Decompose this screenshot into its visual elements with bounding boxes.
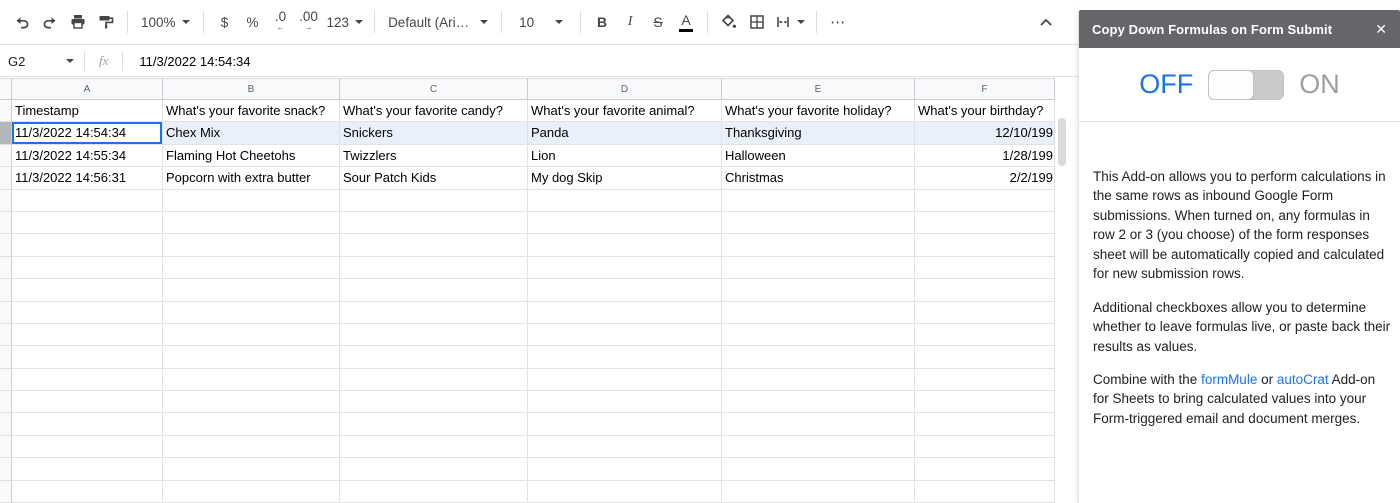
undo-icon[interactable] bbox=[8, 8, 36, 36]
cell[interactable] bbox=[528, 302, 722, 324]
cell[interactable] bbox=[915, 279, 1055, 301]
autocrat-link[interactable]: autoCrat bbox=[1276, 371, 1329, 387]
text-color-label: A bbox=[681, 11, 691, 28]
sheet-row bbox=[0, 369, 1055, 391]
cell[interactable] bbox=[722, 234, 915, 256]
cell[interactable]: Timestamp bbox=[12, 100, 163, 122]
paragraph-3-text: or bbox=[1257, 371, 1277, 387]
cell[interactable]: What's your favorite animal? bbox=[528, 100, 722, 122]
cell[interactable] bbox=[915, 413, 1055, 435]
active-cell[interactable]: 11/3/2022 14:54:34 bbox=[12, 122, 163, 144]
toolbar-divider bbox=[374, 11, 375, 33]
toggle-knob bbox=[1208, 70, 1254, 100]
cell[interactable]: Lion bbox=[528, 145, 722, 167]
cell[interactable] bbox=[163, 436, 340, 458]
cell[interactable] bbox=[722, 190, 915, 212]
column-header-row bbox=[0, 78, 1055, 100]
row-header[interactable] bbox=[0, 122, 12, 144]
cell[interactable] bbox=[915, 458, 1055, 480]
increase-decimal-label: .00 bbox=[299, 8, 318, 24]
cell[interactable] bbox=[340, 190, 528, 212]
cell[interactable]: Popcorn with extra butter bbox=[163, 167, 340, 189]
cell[interactable] bbox=[340, 279, 528, 301]
font-size-value: 10 bbox=[519, 14, 535, 30]
cell[interactable] bbox=[12, 302, 163, 324]
paint-format-icon[interactable] bbox=[92, 8, 120, 36]
increase-decimal-button[interactable] bbox=[295, 8, 323, 36]
cell[interactable]: Snickers bbox=[340, 122, 528, 144]
row-header-corner[interactable] bbox=[0, 78, 12, 100]
column-header-E[interactable]: E bbox=[722, 78, 915, 100]
spreadsheet-grid bbox=[0, 78, 1055, 503]
cell[interactable]: Panda bbox=[528, 122, 722, 144]
sheet-row bbox=[0, 212, 1055, 234]
strikethrough-button[interactable]: S bbox=[653, 14, 663, 30]
row-header[interactable] bbox=[0, 190, 12, 212]
formula-bar-divider bbox=[84, 51, 85, 71]
cell[interactable] bbox=[12, 234, 163, 256]
description-paragraph-3 bbox=[1093, 370, 1391, 428]
addon-sidebar-header bbox=[1079, 10, 1400, 48]
cell[interactable] bbox=[340, 458, 528, 480]
cell[interactable] bbox=[915, 436, 1055, 458]
cell[interactable] bbox=[528, 324, 722, 346]
cell[interactable]: What's your birthday? bbox=[915, 100, 1055, 122]
cell[interactable] bbox=[722, 413, 915, 435]
cell[interactable] bbox=[528, 458, 722, 480]
italic-button[interactable]: I bbox=[627, 14, 633, 29]
font-family-value: Default (Ari… bbox=[388, 14, 470, 30]
cell[interactable] bbox=[163, 481, 340, 503]
sheet-row bbox=[0, 324, 1055, 346]
cell[interactable] bbox=[915, 234, 1055, 256]
sheet-row bbox=[0, 391, 1055, 413]
paragraph-3-text: Add-on for Sheets to bring calculated values into your Form-triggered email and document merges. bbox=[1093, 371, 1376, 426]
zoom-select[interactable] bbox=[135, 8, 196, 36]
sheet-row bbox=[0, 190, 1055, 212]
cell[interactable]: What's your favorite snack? bbox=[163, 100, 340, 122]
on-label[interactable]: ON bbox=[1299, 69, 1340, 99]
column-header-D[interactable]: D bbox=[528, 78, 722, 100]
cell[interactable] bbox=[915, 369, 1055, 391]
cell[interactable] bbox=[12, 279, 163, 301]
formula-bar bbox=[0, 46, 1078, 77]
cell[interactable] bbox=[915, 190, 1055, 212]
row-header[interactable] bbox=[0, 100, 12, 122]
row-header[interactable] bbox=[0, 458, 12, 480]
currency-label: $ bbox=[220, 14, 229, 30]
cell[interactable] bbox=[163, 279, 340, 301]
description-paragraph-2: Additional checkboxes allow you to determine whether to leave formulas live, or paste back their results as values. bbox=[1093, 299, 1391, 354]
cell[interactable] bbox=[340, 257, 528, 279]
cell[interactable] bbox=[12, 190, 163, 212]
sheet-row bbox=[0, 346, 1055, 368]
format-percent-button[interactable] bbox=[239, 8, 267, 36]
chevron-down-icon bbox=[555, 20, 563, 24]
cell[interactable] bbox=[528, 346, 722, 368]
text-color-button[interactable] bbox=[672, 8, 700, 36]
chevron-down-icon bbox=[480, 20, 488, 24]
sheet-row bbox=[0, 167, 1055, 189]
cell[interactable] bbox=[163, 190, 340, 212]
cell[interactable] bbox=[340, 234, 528, 256]
sheet-row bbox=[0, 279, 1055, 301]
cell[interactable] bbox=[722, 279, 915, 301]
name-box-value: G2 bbox=[8, 53, 26, 69]
column-header-C[interactable]: C bbox=[340, 78, 528, 100]
name-box[interactable] bbox=[0, 54, 78, 69]
cell[interactable] bbox=[722, 324, 915, 346]
row-header[interactable] bbox=[0, 346, 12, 368]
cell[interactable]: Sour Patch Kids bbox=[340, 167, 528, 189]
cell[interactable] bbox=[722, 391, 915, 413]
cell[interactable] bbox=[722, 302, 915, 324]
cell[interactable] bbox=[722, 257, 915, 279]
fx-icon: fx bbox=[99, 53, 109, 68]
cell[interactable] bbox=[722, 458, 915, 480]
font-size-select[interactable] bbox=[509, 8, 573, 36]
redo-icon[interactable] bbox=[36, 8, 64, 36]
sheet-row bbox=[0, 481, 1055, 503]
number-format-menu[interactable] bbox=[323, 8, 368, 36]
chevron-down-icon bbox=[355, 20, 363, 24]
close-icon[interactable]: ✕ bbox=[1375, 21, 1387, 37]
right-arrow-icon: → bbox=[304, 22, 313, 32]
row-header[interactable] bbox=[0, 257, 12, 279]
sheet-row bbox=[0, 458, 1055, 480]
column-header-A[interactable]: A bbox=[12, 78, 163, 100]
cell[interactable] bbox=[163, 257, 340, 279]
cell[interactable] bbox=[163, 212, 340, 234]
sheet-row bbox=[0, 122, 1055, 144]
paragraph-3-text: Combine with the bbox=[1093, 371, 1202, 387]
bold-button[interactable]: B bbox=[597, 14, 608, 30]
cell[interactable] bbox=[722, 369, 915, 391]
cell[interactable] bbox=[528, 369, 722, 391]
toolbar-divider bbox=[816, 11, 817, 33]
cell[interactable]: Twizzlers bbox=[340, 145, 528, 167]
toolbar bbox=[0, 0, 1078, 45]
cell[interactable] bbox=[163, 346, 340, 368]
row-header[interactable] bbox=[0, 234, 12, 256]
sheet-row bbox=[0, 413, 1055, 435]
row-header[interactable] bbox=[0, 436, 12, 458]
more-toolbar-items-button[interactable]: ⋯ bbox=[830, 14, 847, 31]
row-header[interactable] bbox=[0, 302, 12, 324]
left-arrow-icon: ← bbox=[276, 22, 285, 32]
cell[interactable] bbox=[528, 212, 722, 234]
sheet-row bbox=[0, 257, 1055, 279]
cell[interactable] bbox=[12, 436, 163, 458]
cell[interactable] bbox=[163, 413, 340, 435]
cell[interactable] bbox=[722, 436, 915, 458]
hide-menus-icon[interactable] bbox=[1032, 8, 1060, 36]
print-icon[interactable] bbox=[64, 8, 92, 36]
onoff-toggle-section bbox=[1079, 48, 1400, 122]
chevron-down-icon bbox=[797, 20, 805, 24]
cell[interactable] bbox=[340, 481, 528, 503]
toolbar-divider bbox=[127, 11, 128, 33]
cell[interactable]: 1/28/199 bbox=[915, 145, 1055, 167]
percent-label: % bbox=[246, 14, 259, 30]
cell[interactable]: Thanksgiving bbox=[722, 122, 915, 144]
cell[interactable]: 2/2/199 bbox=[915, 167, 1055, 189]
merge-cells-icon bbox=[775, 14, 791, 30]
cell[interactable]: What's your favorite candy? bbox=[340, 100, 528, 122]
cell[interactable]: 11/3/2022 14:55:34 bbox=[12, 145, 163, 167]
sheet-row bbox=[0, 302, 1055, 324]
fill-color-icon[interactable] bbox=[715, 8, 743, 36]
cell[interactable] bbox=[12, 369, 163, 391]
cell[interactable] bbox=[915, 481, 1055, 503]
cell[interactable]: Chex Mix bbox=[163, 122, 340, 144]
sheet-row bbox=[0, 100, 1055, 122]
toolbar-divider bbox=[203, 11, 204, 33]
merge-cells-menu[interactable] bbox=[771, 8, 809, 36]
cell[interactable] bbox=[915, 302, 1055, 324]
cell[interactable] bbox=[722, 212, 915, 234]
cell[interactable] bbox=[12, 212, 163, 234]
cell[interactable] bbox=[12, 413, 163, 435]
cell[interactable] bbox=[12, 346, 163, 368]
row-header[interactable] bbox=[0, 167, 12, 189]
cell[interactable] bbox=[12, 481, 163, 503]
cell[interactable] bbox=[915, 391, 1055, 413]
cell[interactable]: My dog Skip bbox=[528, 167, 722, 189]
cell[interactable] bbox=[163, 324, 340, 346]
column-header-B[interactable]: B bbox=[163, 78, 340, 100]
cell[interactable] bbox=[528, 391, 722, 413]
row-header[interactable] bbox=[0, 369, 12, 391]
cell[interactable] bbox=[528, 279, 722, 301]
row-header[interactable] bbox=[0, 324, 12, 346]
zoom-value: 100% bbox=[141, 14, 176, 30]
sheet-row bbox=[0, 145, 1055, 167]
cell[interactable] bbox=[915, 257, 1055, 279]
addon-description bbox=[1079, 122, 1400, 428]
cell[interactable] bbox=[528, 481, 722, 503]
row-header[interactable] bbox=[0, 391, 12, 413]
cell[interactable]: Flaming Hot Cheetohs bbox=[163, 145, 340, 167]
borders-icon[interactable] bbox=[743, 8, 771, 36]
cell[interactable] bbox=[12, 391, 163, 413]
cell[interactable] bbox=[340, 324, 528, 346]
cell[interactable] bbox=[528, 234, 722, 256]
cell[interactable] bbox=[163, 391, 340, 413]
cell[interactable] bbox=[528, 436, 722, 458]
row-header[interactable] bbox=[0, 212, 12, 234]
cell[interactable] bbox=[340, 212, 528, 234]
toolbar-divider bbox=[580, 11, 581, 33]
cell[interactable] bbox=[12, 324, 163, 346]
chevron-down-icon bbox=[66, 59, 74, 63]
toolbar-divider bbox=[501, 11, 502, 33]
cell[interactable] bbox=[915, 212, 1055, 234]
toolbar-divider bbox=[707, 11, 708, 33]
cell[interactable]: Halloween bbox=[722, 145, 915, 167]
cell[interactable] bbox=[163, 458, 340, 480]
cell[interactable] bbox=[340, 391, 528, 413]
cell[interactable] bbox=[12, 458, 163, 480]
cell[interactable]: What's your favorite holiday? bbox=[722, 100, 915, 122]
cell[interactable] bbox=[163, 369, 340, 391]
row-header[interactable] bbox=[0, 481, 12, 503]
sheet-row bbox=[0, 436, 1055, 458]
cell[interactable]: 12/10/199 bbox=[915, 122, 1055, 144]
cell[interactable] bbox=[915, 346, 1055, 368]
cell[interactable] bbox=[340, 346, 528, 368]
cell[interactable] bbox=[340, 302, 528, 324]
formula-input[interactable]: 11/3/2022 14:54:34 bbox=[139, 53, 251, 69]
off-label[interactable]: OFF bbox=[1139, 69, 1194, 99]
chevron-down-icon bbox=[182, 20, 190, 24]
decrease-decimal-label: .0 bbox=[274, 8, 287, 24]
decrease-decimal-button[interactable] bbox=[267, 8, 295, 36]
row-header[interactable] bbox=[0, 279, 12, 301]
cell[interactable] bbox=[163, 302, 340, 324]
font-family-select[interactable] bbox=[382, 8, 494, 36]
cell[interactable] bbox=[340, 413, 528, 435]
cell[interactable] bbox=[722, 481, 915, 503]
cell[interactable] bbox=[528, 190, 722, 212]
cell[interactable] bbox=[528, 413, 722, 435]
row-header[interactable] bbox=[0, 145, 12, 167]
grid-body bbox=[0, 100, 1055, 503]
cell[interactable] bbox=[722, 346, 915, 368]
cell[interactable] bbox=[12, 257, 163, 279]
number-format-label: 123 bbox=[326, 14, 350, 30]
description-paragraph-1: This Add-on allows you to perform calculations in the same rows as inbound Google Form submissions. When turned on, any formulas in row 2 or 3 (you choose) of the form responses sheet will be automatically copied and calculated for new submission rows. bbox=[1093, 169, 1386, 282]
cell[interactable] bbox=[528, 257, 722, 279]
onoff-toggle-switch[interactable] bbox=[1208, 70, 1284, 100]
row-header[interactable] bbox=[0, 413, 12, 435]
addon-sidebar bbox=[1078, 10, 1400, 503]
cell[interactable]: 11/3/2022 14:56:31 bbox=[12, 167, 163, 189]
text-color-swatch bbox=[679, 29, 693, 32]
cell[interactable] bbox=[915, 324, 1055, 346]
sheet-row bbox=[0, 234, 1055, 256]
addon-title: Copy Down Formulas on Form Submit bbox=[1092, 21, 1333, 37]
format-currency-button[interactable] bbox=[211, 8, 239, 36]
cell[interactable] bbox=[340, 369, 528, 391]
formmule-link[interactable]: formMule bbox=[1201, 371, 1258, 387]
cell[interactable] bbox=[163, 234, 340, 256]
cell[interactable]: Christmas bbox=[722, 167, 915, 189]
cell[interactable] bbox=[340, 436, 528, 458]
formula-bar-divider bbox=[122, 51, 123, 71]
column-header-F[interactable]: F bbox=[915, 78, 1055, 100]
vertical-scrollbar[interactable] bbox=[1058, 118, 1066, 166]
